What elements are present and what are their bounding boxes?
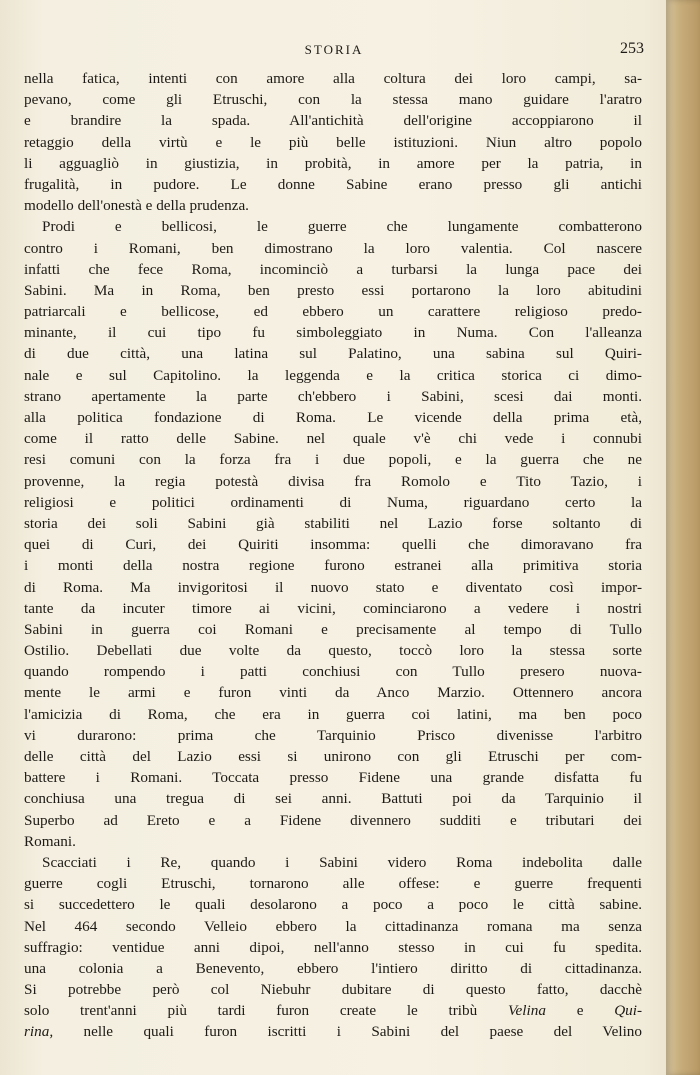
text-line: pevano, come gli Etruschi, con la stessa mano guidare l'aratro xyxy=(24,91,642,109)
text-line: i monti della nostra regione furono estranei alla primitiva storia xyxy=(24,557,642,575)
text-line: Prodi e bellicosi, le guerre che lungamente combatterono xyxy=(42,218,642,236)
text-line: nale e sul Capitolino. la leggenda e la critica storica ci dimo- xyxy=(24,366,642,384)
text-line: Scacciati i Re, quando i Sabini videro Roma indebolita dalle xyxy=(42,853,642,871)
text-line: tante da incuter timore ai vicini, cominciarono a vedere i nostri xyxy=(24,599,642,617)
text-line: contro i Romani, ben dimostrano la loro valentia. Col nascere xyxy=(24,239,642,257)
page-number: 253 xyxy=(620,40,644,57)
text-line: Romani. xyxy=(24,832,76,850)
text-line: di due città, una latina sul Palatino, una sabina sul Quiri- xyxy=(24,345,642,363)
text-fragment: e xyxy=(576,1002,584,1020)
text-line: minante, il cui tipo fu simboleggiato in Numa. Con l'alleanza xyxy=(24,324,642,342)
text-line: quando rompendo i patti conchiusi con Tullo presero nuova- xyxy=(24,663,642,681)
text-line: alla politica fondazione di Roma. Le vicende della prima età, xyxy=(24,409,642,426)
text-line: provenne, la regia potestà divisa fra Romolo e Tito Tazio, i xyxy=(24,472,642,490)
text-line: vi durarono: prima che Tarquinio Prisco divenisse l'arbitro xyxy=(24,726,642,744)
body-text xyxy=(24,68,642,1043)
text-fragment: nelle quali furon iscritti i Sabini del paese del Velino xyxy=(83,1023,642,1041)
text-line: strano apertamente la parte ch'ebbero i Sabini, scesi dai monti. xyxy=(24,387,642,405)
text-fragment: solo trent'anni più tardi furon create le tribù xyxy=(24,1002,478,1020)
text-line: battere i Romani. Toccata presso Fidene una grande disfatta fu xyxy=(24,769,642,787)
text-line: conchiusa una tregua di sei anni. Battuti poi da Tarquinio il xyxy=(24,790,642,808)
text-line: patriarcali e bellicose, ed ebbero un carattere religioso predo- xyxy=(24,303,642,321)
text-line: di Roma. Ma invigoritosi il nuovo stato e diventato così impor- xyxy=(24,578,642,596)
text-line: nella fatica, intenti con amore alla coltura dei loro campi, sa- xyxy=(24,70,642,87)
text-line: e brandire la spada. All'antichità dell'origine accoppiarono il xyxy=(24,112,642,130)
text-line: storia dei soli Sabini già stabiliti nel Lazio forse soltanto di xyxy=(24,514,642,532)
text-line: Si potrebbe però col Niebuhr dubitare di questo fatto, dacchè xyxy=(24,981,642,999)
text-line xyxy=(24,1021,642,1042)
text-line: li agguagliò in giustizia, in probità, in amore per la patria, in xyxy=(24,154,642,172)
text-line: l'amicizia di Roma, che era in guerra coi latini, ma ben poco xyxy=(24,705,642,723)
text-line: una colonia a Benevento, ebbero l'intiero diritto di cittadinanza. xyxy=(24,959,642,977)
text-line xyxy=(24,1000,642,1021)
text-line: si succedettero le quali desolarono a poco a poco le città sabine. xyxy=(24,896,642,914)
tribe-name-velina: Velina xyxy=(507,1002,546,1020)
text-line: frugalità, in pudore. Le donne Sabine erano presso gli antichi xyxy=(24,175,642,193)
book-spine-edge xyxy=(666,0,700,1075)
text-line: come il ratto delle Sabine. nel quale v'è chi vede i connubi xyxy=(24,430,642,448)
running-head-title: STORIA xyxy=(304,42,364,57)
text-line: mente le armi e furon vinti da Anco Marzio. Ottennero ancora xyxy=(24,684,642,702)
tribe-name-quirina-cont: rina, xyxy=(24,1023,54,1041)
text-line: Superbo ad Ereto e a Fidene divennero sudditi e tributari dei xyxy=(24,811,642,829)
tribe-name-quirina: Qui- xyxy=(614,1002,643,1020)
text-line: suffragio: ventidue anni dipoi, nell'anno stesso in cui fu spedita. xyxy=(24,938,642,956)
running-head xyxy=(24,40,644,60)
text-line: Sabini. Ma in Roma, ben presto essi portarono la loro abitudini xyxy=(24,281,642,299)
text-line: guerre cogli Etruschi, tornarono alle offese: e guerre frequenti xyxy=(24,875,642,893)
text-line: religiosi e politici ordinamenti di Numa, riguardano certo la xyxy=(24,493,642,511)
text-line: modello dell'onestà e della prudenza. xyxy=(24,197,249,215)
text-line: resi comuni con la forza fra i due popoli, e la guerra che ne xyxy=(24,451,642,469)
text-line: infatti che fece Roma, incominciò a turbarsi la lunga pace dei xyxy=(24,260,642,278)
text-line: retaggio della virtù e le più belle istituzioni. Niun altro popolo xyxy=(24,133,642,151)
text-line: delle città del Lazio essi si unirono con gli Etruschi per com- xyxy=(24,748,642,765)
text-line: Sabini in guerra coi Romani e precisamente al tempo di Tullo xyxy=(24,620,642,638)
text-line: Nel 464 secondo Velleio ebbero la cittadinanza romana ma senza xyxy=(24,917,642,935)
text-line: Ostilio. Debellati due volte da questo, toccò loro la stessa sorte xyxy=(24,642,642,660)
text-line: quei di Curi, dei Quiriti insomma: quelli che dimoravano fra xyxy=(24,536,642,554)
